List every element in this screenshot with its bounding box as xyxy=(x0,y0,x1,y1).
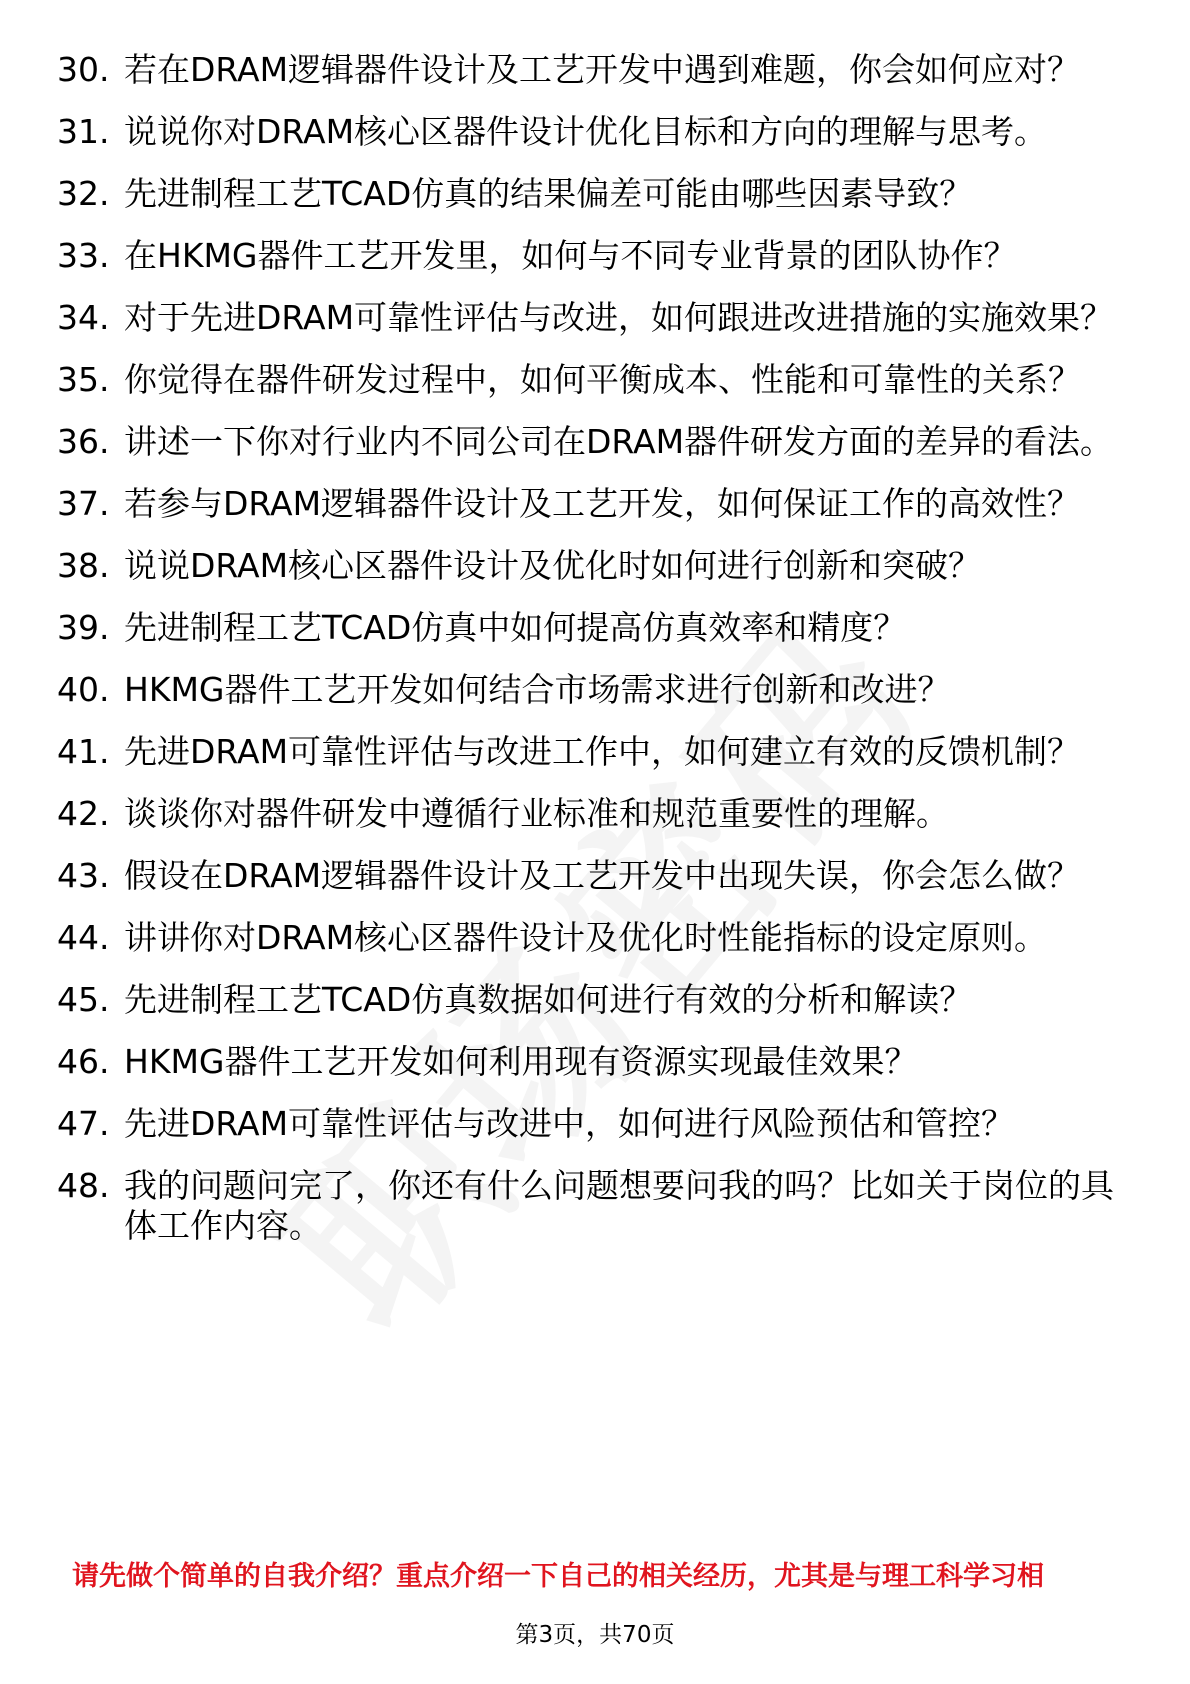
list-item xyxy=(0,1104,1190,1144)
list-item xyxy=(0,732,1190,772)
question-number: 40. xyxy=(57,670,110,709)
question-number: 43. xyxy=(57,856,110,895)
question-text: 先进制程工艺TCAD仿真数据如何进行有效的分析和解读？ xyxy=(124,980,973,1019)
list-item xyxy=(0,422,1190,462)
question-text: 说说DRAM核心区器件设计及优化时如何进行创新和突破？ xyxy=(124,546,982,585)
page-number: 第3页，共70页 xyxy=(515,1622,675,1648)
question-text: 先进制程工艺TCAD仿真的结果偏差可能由哪些因素导致？ xyxy=(124,174,973,213)
list-item xyxy=(0,546,1190,586)
question-list xyxy=(0,50,1190,1268)
question-text: 对于先进DRAM可靠性评估与改进，如何跟进改进措施的实施效果？ xyxy=(124,298,1114,337)
question-number: 31. xyxy=(57,112,110,151)
question-text: 若参与DRAM逻辑器件设计及工艺开发，如何保证工作的高效性？ xyxy=(124,484,1081,523)
question-text: 先进制程工艺TCAD仿真中如何提高仿真效率和精度？ xyxy=(124,608,907,647)
question-text: 在HKMG器件工艺开发里，如何与不同专业背景的团队协作？ xyxy=(124,236,1017,275)
list-item xyxy=(0,856,1190,896)
list-item xyxy=(0,298,1190,338)
question-number: 38. xyxy=(57,546,110,585)
question-text: 讲述一下你对行业内不同公司在DRAM器件研发方面的差异的看法。 xyxy=(124,422,1114,461)
question-number: 36. xyxy=(57,422,110,461)
question-number: 37. xyxy=(57,484,110,523)
question-text: 假设在DRAM逻辑器件设计及工艺开发中出现失误，你会怎么做？ xyxy=(124,856,1081,895)
question-number: 32. xyxy=(57,174,110,213)
question-text: 谈谈你对器件研发中遵循行业标准和规范重要性的理解。 xyxy=(124,794,949,833)
question-text: 说说你对DRAM核心区器件设计优化目标和方向的理解与思考。 xyxy=(124,112,1048,151)
list-item xyxy=(0,484,1190,524)
footer-note: 请先做个简单的自我介绍？重点介绍一下自己的相关经历，尤其是与理工科学习相 xyxy=(72,1561,1044,1592)
list-item xyxy=(0,918,1190,958)
list-item xyxy=(0,670,1190,710)
question-number: 42. xyxy=(57,794,110,833)
question-text: 你觉得在器件研发过程中，如何平衡成本、性能和可靠性的关系？ xyxy=(124,360,1081,399)
question-text: 我的问题问完了，你还有什么问题想要问我的吗？比如关于岗位的具体工作内容。 xyxy=(124,1166,1114,1245)
question-text: 先进DRAM可靠性评估与改进中，如何进行风险预估和管控？ xyxy=(124,1104,1015,1143)
question-number: 45. xyxy=(57,980,110,1019)
list-item xyxy=(0,980,1190,1020)
question-number: 48. xyxy=(57,1166,110,1205)
question-number: 35. xyxy=(57,360,110,399)
list-item xyxy=(0,112,1190,152)
question-number: 47. xyxy=(57,1104,110,1143)
question-number: 30. xyxy=(57,50,110,89)
list-item xyxy=(0,50,1190,90)
list-item xyxy=(0,608,1190,648)
question-text: HKMG器件工艺开发如何结合市场需求进行创新和改进？ xyxy=(124,670,951,709)
question-text: HKMG器件工艺开发如何利用现有资源实现最佳效果？ xyxy=(124,1042,918,1081)
question-number: 41. xyxy=(57,732,110,771)
question-text: 若在DRAM逻辑器件设计及工艺开发中遇到难题，你会如何应对？ xyxy=(124,50,1081,89)
list-item xyxy=(0,236,1190,276)
question-text: 讲讲你对DRAM核心区器件设计及优化时性能指标的设定原则。 xyxy=(124,918,1048,957)
list-item xyxy=(0,360,1190,400)
question-number: 33. xyxy=(57,236,110,275)
question-number: 34. xyxy=(57,298,110,337)
question-number: 46. xyxy=(57,1042,110,1081)
list-item xyxy=(0,1166,1190,1246)
question-text: 先进DRAM可靠性评估与改进工作中，如何建立有效的反馈机制？ xyxy=(124,732,1081,771)
question-number: 39. xyxy=(57,608,110,647)
question-number: 44. xyxy=(57,918,110,957)
list-item xyxy=(0,174,1190,214)
list-item xyxy=(0,1042,1190,1082)
list-item xyxy=(0,794,1190,834)
